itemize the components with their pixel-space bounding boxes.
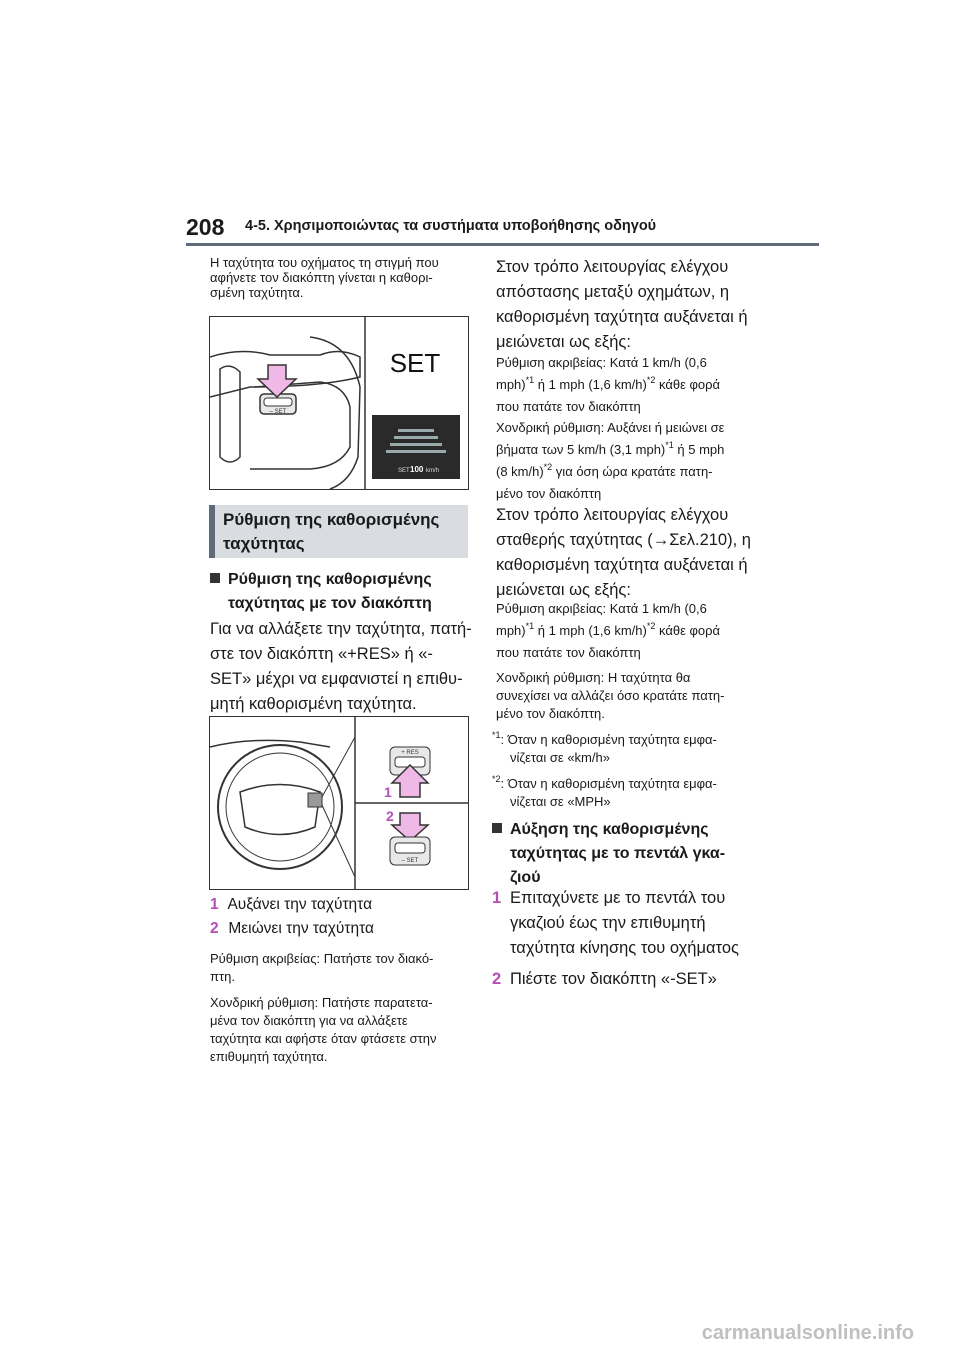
step-list [210,893,470,941]
steering-switch-illustration [210,317,468,489]
callout-line [322,805,355,877]
section-title [223,508,439,556]
distance-mode-fine: Ρύθμιση ακριβείας: Κατά 1 km/h (0,6 mph)$^{*1}$ ή 1 mph (1,6 km/h)$^{*2}$ κάθε φορά που πατάτε τον διακόπτη [496,355,721,414]
steering-wheel-illustration [210,717,468,889]
pedal-step-list [492,886,792,992]
constant-speed-coarse: Χονδρική ρύθμιση: Η ταχύτητα θα συνεχίσει να αλλάζει όσο κρατάτε πατη- μένο τον διακόπτη. [496,670,725,721]
header-divider [186,243,819,246]
meter-speed-unit: km/h [426,468,440,474]
footer-watermark[interactable]: carmanualsonline.info [701,1322,914,1344]
wheel-spoke [220,366,240,462]
set-display-text: SET [389,348,441,378]
bullet-square-icon [210,573,220,583]
section-bar [209,505,215,558]
marker-2: 2 [386,808,394,824]
wheel-rim [310,337,360,489]
intro-line: σμένη ταχύτητα. [210,285,304,300]
set-label: – SET [401,858,419,864]
distance-bar [394,436,438,439]
intro-line: Η ταχύτητα του οχήματος τη στιγμή που [210,255,439,270]
constant-speed-fine: Ρύθμιση ακριβείας: Κατά 1 km/h (0,6 mph)$^{*1}$ ή 1 mph (1,6 km/h)$^{*2}$ κάθε φορά που πατάτε τον διακόπτη [496,601,721,660]
section-header [209,505,468,558]
footnote-1: $^{*1}$: Όταν η καθορισμένη ταχύτητα εμφα- νίζεται σε «km/h» [492,730,717,765]
list-item: 1 Επιταχύνετε με το πεντάλ του γκαζιού έως την επιθυμητή ταχύτητα κίνησης του οχήματος [492,889,739,957]
subsection-title: Ρύθμιση της καθορισμένης ταχύτητας με τον διακόπτη [210,568,470,616]
figure-set-switch [209,316,469,490]
meter-speed-value: 100 [410,465,424,474]
switch-location [308,793,322,807]
footnote-2: $^{*2}$: Όταν η καθορισμένη ταχύτητα εμφα- νίζεται σε «MPH» [492,774,717,809]
distance-bar [390,443,442,446]
figure-res-set-switch [209,716,469,890]
section-title-line: ταχύτητας [223,534,305,553]
subsection-title-pedal: Αύξηση της καθορισμένης ταχύτητας με το πεντάλ γκα- ζιού [492,818,792,890]
meter-set-label: SET [398,468,410,474]
list-item: 1 Αυξάνει την ταχύτητα [210,896,373,913]
section-title-line: Ρύθμιση της καθορισμένης [223,510,440,529]
subsection-body: Για να αλλάξετε την ταχύτητα, πατή- στε τον διακόπτη «+RES» ή «- SET» μέχρι να εμφανιστεί η επιθυ- μητή καθορισμένη ταχύτητα. [210,620,472,713]
marker-1: 1 [384,784,392,800]
distance-mode-coarse: Χονδρική ρύθμιση: Αυξάνει ή μειώνει σε βήματα των 5 km/h (3,1 mph)$^{*1}$ ή 5 mph (8 km/h)$^{*2}$ για όση ώρα κρατάτε πατη- μένο τον διακόπτη [496,420,725,501]
intro-paragraph [210,255,470,300]
chapter-title: 4-5. Χρησιμοποιώντας τα συστήματα υποβοήθησης οδηγού [245,218,657,234]
fine-adjust-note: Ρύθμιση ακριβείας: Πατήστε τον διακό- πτη. [210,951,434,984]
constant-speed-paragraph: Στον τρόπο λειτουργίας ελέγχου σταθερής ταχύτητας (→Σελ.210), η καθορισμένη ταχύτητα αυξάνεται ή μειώνεται ως εξής: [496,506,751,599]
distance-mode-paragraph: Στον τρόπο λειτουργίας ελέγχου απόστασης μεταξύ οχημάτων, η καθορισμένη ταχύτητα αυξάνεται ή μειώνεται ως εξής: [496,258,748,351]
coarse-adjust-note: Χονδρική ρύθμιση: Πατήστε παρατετα- μένα τον διακόπτη για να αλλάξετε ταχύτητα και αφήστε όταν φτάσετε στην επιθυμητή ταχύτητα. [210,995,437,1064]
res-label: + RES [401,750,419,756]
wheel-hub [240,785,320,835]
distance-bar [386,450,446,453]
distance-bar [398,429,434,432]
intro-line: αφήνετε τον διακόπτη γίνεται η καθορι- [210,270,433,285]
switch-button [264,398,292,406]
set-button [395,843,425,853]
press-arrow-icon [258,365,296,397]
list-item: 2 Πιέστε τον διακόπτη «-SET» [492,970,717,988]
bullet-square-icon [492,823,502,833]
page-number: 208 [186,214,225,240]
switch-label: – SET [269,409,287,415]
list-item: 2 Μειώνει την ταχύτητα [210,920,374,937]
